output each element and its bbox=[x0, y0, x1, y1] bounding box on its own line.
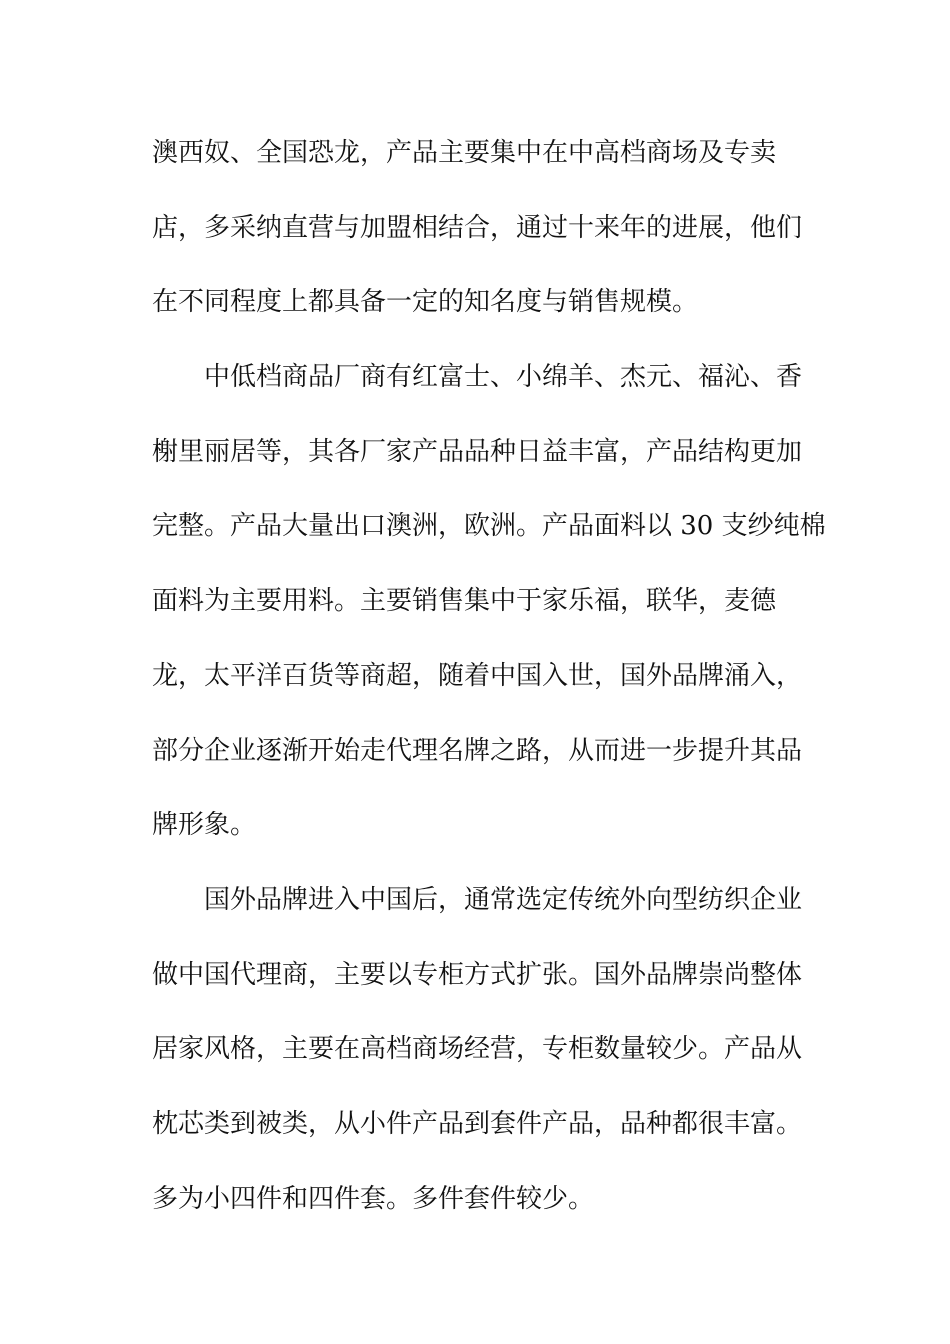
document-body bbox=[152, 128, 826, 1248]
text-line: 完整。产品大量出口澳洲，欧洲。产品面料以 30 支纱纯棉 bbox=[152, 511, 826, 542]
paragraph-first-line: 中低档商品厂商有红富士、小绵羊、杰元、福沁、香 bbox=[204, 362, 803, 393]
text-line: 榭里丽居等，其各厂家产品品种日益丰富，产品结构更加 bbox=[152, 436, 803, 467]
text-line: 牌形象。 bbox=[152, 810, 257, 841]
text-line: 居家风格，主要在高档商场经营，专柜数量较少。产品从 bbox=[152, 1034, 803, 1065]
text-line: 做中国代理商，主要以专柜方式扩张。国外品牌崇尚整体 bbox=[152, 959, 803, 990]
text-line: 在不同程度上都具备一定的知名度与销售规模。 bbox=[152, 287, 699, 318]
text-line: 多为小四件和四件套。多件套件较少。 bbox=[152, 1183, 595, 1214]
text-line: 龙，太平洋百货等商超，随着中国入世，国外品牌涌入， bbox=[152, 660, 803, 691]
text-line: 澳西奴、全国恐龙，产品主要集中在中高档商场及专卖 bbox=[152, 138, 777, 168]
text-line: 店，多采纳直营与加盟相结合，通过十来年的进展，他们 bbox=[152, 212, 803, 243]
text-line: 部分企业逐渐开始走代理名牌之路，从而进一步提升其品 bbox=[152, 735, 803, 766]
text-line: 枕芯类到被类，从小件产品到套件产品，品种都很丰富。 bbox=[152, 1108, 803, 1139]
paragraph-first-line: 国外品牌进入中国后，通常选定传统外向型纺织企业 bbox=[204, 884, 803, 915]
text-line: 面料为主要用料。主要销售集中于家乐福，联华，麦德 bbox=[152, 586, 777, 617]
